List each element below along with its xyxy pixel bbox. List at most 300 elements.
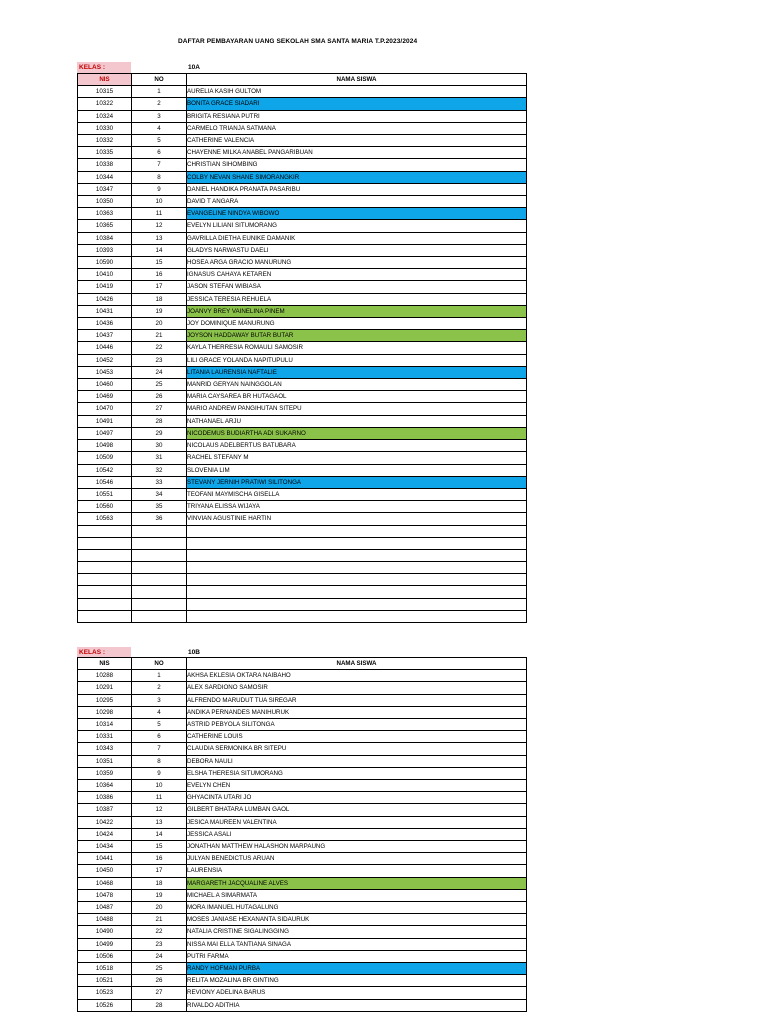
nis-cell: 10506 xyxy=(78,950,132,962)
no-cell: 18 xyxy=(132,877,187,889)
table-row xyxy=(78,232,527,244)
no-cell: 22 xyxy=(132,342,187,354)
no-cell: 30 xyxy=(132,440,187,452)
nis-cell: 10526 xyxy=(78,999,132,1011)
column-header-nama: NAMA SISWA xyxy=(187,74,527,86)
empty-cell xyxy=(187,562,527,574)
table-row xyxy=(78,865,527,877)
table-row xyxy=(78,853,527,865)
table-row xyxy=(78,269,527,281)
nama-cell: JULYAN BENEDICTUS ARUAN xyxy=(187,853,527,865)
table-row xyxy=(78,440,527,452)
empty-cell xyxy=(187,549,527,561)
nama-cell: ALFRENDO MARUDUT TUA SIREGAR xyxy=(187,694,527,706)
nama-cell: BRIGITA RESIANA PUTRI xyxy=(187,110,527,122)
empty-cell xyxy=(78,586,132,598)
empty-cell xyxy=(132,525,187,537)
table-row xyxy=(78,354,527,366)
no-cell: 12 xyxy=(132,804,187,816)
nama-cell: NATALIA CRISTINE SIGALINGGING xyxy=(187,926,527,938)
nama-cell: ANDIKA PERNANDES MANIHURUK xyxy=(187,706,527,718)
table-row xyxy=(78,476,527,488)
empty-cell xyxy=(78,549,132,561)
nis-cell: 10470 xyxy=(78,403,132,415)
no-cell: 16 xyxy=(132,853,187,865)
table-row xyxy=(78,464,527,476)
nis-cell: 10478 xyxy=(78,889,132,901)
column-header-nama: NAMA SISWA xyxy=(187,658,527,670)
nama-cell: MARIO ANDREW PANGIHUTAN SITEPU xyxy=(187,403,527,415)
empty-cell xyxy=(187,586,527,598)
document-title: DAFTAR PEMBAYARAN UANG SEKOLAH SMA SANTA MARIA T.P.2023/2024 xyxy=(178,38,418,45)
nis-cell: 10542 xyxy=(78,464,132,476)
nama-cell: LILI GRACE YOLANDA NAPITUPULU xyxy=(187,354,527,366)
no-cell: 9 xyxy=(132,183,187,195)
nis-cell: 10338 xyxy=(78,159,132,171)
table-header-row xyxy=(78,74,527,86)
empty-cell xyxy=(187,525,527,537)
no-cell: 21 xyxy=(132,914,187,926)
table-row xyxy=(78,877,527,889)
table-row xyxy=(78,330,527,342)
empty-cell xyxy=(132,574,187,586)
nis-cell: 10288 xyxy=(78,670,132,682)
no-cell: 1 xyxy=(132,670,187,682)
nis-cell: 10469 xyxy=(78,391,132,403)
kelas-label: KELAS : xyxy=(77,647,131,658)
nama-cell: JOYSON HADDAWAY BUTAR BUTAR xyxy=(187,330,527,342)
no-cell: 36 xyxy=(132,513,187,525)
no-cell: 2 xyxy=(132,682,187,694)
table-row xyxy=(78,719,527,731)
nis-cell: 10410 xyxy=(78,269,132,281)
no-cell: 5 xyxy=(132,135,187,147)
table-row xyxy=(78,488,527,500)
table-row xyxy=(78,305,527,317)
nama-cell: JASON STEFAN WIBIASA xyxy=(187,281,527,293)
nama-cell: STEVANY JERNIH PRATIWI SILITONGA xyxy=(187,476,527,488)
empty-cell xyxy=(187,610,527,622)
table-row xyxy=(78,135,527,147)
no-cell: 14 xyxy=(132,828,187,840)
no-cell: 7 xyxy=(132,743,187,755)
table-row xyxy=(78,86,527,98)
nama-cell: REVIONY ADELINA BARUS xyxy=(187,987,527,999)
nama-cell: CATHERINE VALENCIA xyxy=(187,135,527,147)
table-row xyxy=(78,780,527,792)
table-row xyxy=(78,841,527,853)
nis-cell: 10386 xyxy=(78,792,132,804)
table-row xyxy=(78,183,527,195)
column-header-no: NO xyxy=(132,74,187,86)
no-cell: 10 xyxy=(132,196,187,208)
table-row xyxy=(78,208,527,220)
nama-cell: RIVALDO ADITHIA xyxy=(187,999,527,1011)
table-row xyxy=(78,415,527,427)
table-row xyxy=(78,767,527,779)
kelas-value: 10A xyxy=(188,64,200,71)
table-row xyxy=(78,902,527,914)
kelas-label: KELAS : xyxy=(77,62,131,73)
no-cell: 25 xyxy=(132,963,187,975)
nis-cell: 10350 xyxy=(78,196,132,208)
nama-cell: SLOVENIA LIM xyxy=(187,464,527,476)
nis-cell: 10331 xyxy=(78,731,132,743)
no-cell: 29 xyxy=(132,427,187,439)
no-cell: 5 xyxy=(132,719,187,731)
no-cell: 13 xyxy=(132,232,187,244)
nis-cell: 10365 xyxy=(78,220,132,232)
table-row xyxy=(78,122,527,134)
table-row xyxy=(78,670,527,682)
nama-cell: IGNASUS CAHAYA KETAREN xyxy=(187,269,527,281)
table-row xyxy=(78,731,527,743)
nama-cell: GILBERT BHATARA LUMBAN GAOL xyxy=(187,804,527,816)
table-row xyxy=(78,987,527,999)
nis-cell: 10551 xyxy=(78,488,132,500)
table-row xyxy=(78,694,527,706)
no-cell: 8 xyxy=(132,171,187,183)
table-row xyxy=(78,926,527,938)
table-row xyxy=(78,950,527,962)
table-row xyxy=(78,963,527,975)
nama-cell: CHAYENNE MILKA ANABEL PANGARIBUAN xyxy=(187,147,527,159)
no-cell: 14 xyxy=(132,244,187,256)
no-cell: 20 xyxy=(132,902,187,914)
nis-cell: 10446 xyxy=(78,342,132,354)
nama-cell: MORA IMANUEL HUTAGALUNG xyxy=(187,902,527,914)
no-cell: 25 xyxy=(132,379,187,391)
nis-cell: 10347 xyxy=(78,183,132,195)
table-row xyxy=(78,513,527,525)
table-row xyxy=(78,682,527,694)
nis-cell: 10419 xyxy=(78,281,132,293)
no-cell: 33 xyxy=(132,476,187,488)
nis-cell: 10298 xyxy=(78,706,132,718)
nama-cell: RACHEL STEFANY M xyxy=(187,452,527,464)
nis-cell: 10450 xyxy=(78,865,132,877)
nama-cell: NICODEMUS BUDIARTHA ADI SUKARNO xyxy=(187,427,527,439)
nis-cell: 10497 xyxy=(78,427,132,439)
empty-cell xyxy=(132,610,187,622)
nis-cell: 10315 xyxy=(78,86,132,98)
empty-row xyxy=(78,610,527,622)
nama-cell: NATHANAEL ARJU xyxy=(187,415,527,427)
table-row xyxy=(78,171,527,183)
table-row xyxy=(78,452,527,464)
empty-cell xyxy=(132,549,187,561)
no-cell: 8 xyxy=(132,755,187,767)
nama-cell: TEOFANI MAYMISCHA GISELLA xyxy=(187,488,527,500)
empty-row xyxy=(78,537,527,549)
nama-cell: NICOLAUS ADELBERTUS BATUBARA xyxy=(187,440,527,452)
nama-cell: NISSA MAI ELLA TANTIANA SINAGA xyxy=(187,938,527,950)
empty-cell xyxy=(78,537,132,549)
nis-cell: 10436 xyxy=(78,318,132,330)
no-cell: 4 xyxy=(132,122,187,134)
nis-cell: 10560 xyxy=(78,501,132,513)
nama-cell: BONITA GRACE SIADARI xyxy=(187,98,527,110)
empty-cell xyxy=(132,537,187,549)
nama-cell: AURELIA KASIH GULTOM xyxy=(187,86,527,98)
table-row xyxy=(78,804,527,816)
table-row xyxy=(78,938,527,950)
nis-cell: 10518 xyxy=(78,963,132,975)
nama-cell: MANRID GERYAN NAINGGOLAN xyxy=(187,379,527,391)
table-row xyxy=(78,196,527,208)
no-cell: 22 xyxy=(132,926,187,938)
nis-cell: 10498 xyxy=(78,440,132,452)
nis-cell: 10546 xyxy=(78,476,132,488)
table-row xyxy=(78,501,527,513)
nama-cell: GAVRILLA DIETHA EUNIKE DAMANIK xyxy=(187,232,527,244)
table-row xyxy=(78,379,527,391)
nama-cell: DANIEL HANDIKA PRANATA PASARIBU xyxy=(187,183,527,195)
no-cell: 24 xyxy=(132,950,187,962)
nama-cell: LAURENSIA xyxy=(187,865,527,877)
table-row xyxy=(78,743,527,755)
student-table-10a xyxy=(77,73,527,623)
no-cell: 15 xyxy=(132,257,187,269)
nama-cell: GHYACINTA UTARI JO xyxy=(187,792,527,804)
table-row xyxy=(78,427,527,439)
nama-cell: MARGARETH JACQUALINE ALVES xyxy=(187,877,527,889)
nis-cell: 10422 xyxy=(78,816,132,828)
nis-cell: 10387 xyxy=(78,804,132,816)
nama-cell: EVANGELINE NINDYA WIBOWO xyxy=(187,208,527,220)
no-cell: 21 xyxy=(132,330,187,342)
column-header-nis: NIS xyxy=(78,74,132,86)
no-cell: 32 xyxy=(132,464,187,476)
no-cell: 7 xyxy=(132,159,187,171)
nama-cell: MARIA CAYSAREA BR HUTAGAOL xyxy=(187,391,527,403)
nama-cell: EVELYN LILIANI SITUMORANG xyxy=(187,220,527,232)
no-cell: 11 xyxy=(132,792,187,804)
table-row xyxy=(78,281,527,293)
nama-cell: AKHSA EKLESIA OKTARA NAIBAHO xyxy=(187,670,527,682)
nama-cell: JESICA MAUREEN VALENTINA xyxy=(187,816,527,828)
no-cell: 19 xyxy=(132,889,187,901)
no-cell: 17 xyxy=(132,865,187,877)
table-row xyxy=(78,257,527,269)
student-table-10b xyxy=(77,657,527,1012)
empty-cell xyxy=(132,562,187,574)
nama-cell: TRIYANA ELISSA WIJAYA xyxy=(187,501,527,513)
no-cell: 1 xyxy=(132,86,187,98)
table-row xyxy=(78,391,527,403)
no-cell: 35 xyxy=(132,501,187,513)
nis-cell: 10424 xyxy=(78,828,132,840)
nama-cell: JONATHAN MATTHEW HALASHON MARPAUNG xyxy=(187,841,527,853)
nama-cell: MICHAEL A SIMARMATA xyxy=(187,889,527,901)
empty-cell xyxy=(78,562,132,574)
nis-cell: 10521 xyxy=(78,975,132,987)
nama-cell: DAVID T ANGARA xyxy=(187,196,527,208)
no-cell: 9 xyxy=(132,767,187,779)
table-row xyxy=(78,293,527,305)
no-cell: 26 xyxy=(132,391,187,403)
no-cell: 15 xyxy=(132,841,187,853)
nis-cell: 10322 xyxy=(78,98,132,110)
nis-cell: 10332 xyxy=(78,135,132,147)
no-cell: 6 xyxy=(132,147,187,159)
nis-cell: 10363 xyxy=(78,208,132,220)
no-cell: 10 xyxy=(132,780,187,792)
nis-cell: 10431 xyxy=(78,305,132,317)
nis-cell: 10590 xyxy=(78,257,132,269)
nis-cell: 10364 xyxy=(78,780,132,792)
nama-cell: COLBY NEVAN SHANE SIMORANGKIR xyxy=(187,171,527,183)
empty-row xyxy=(78,549,527,561)
no-cell: 16 xyxy=(132,269,187,281)
nis-cell: 10509 xyxy=(78,452,132,464)
nama-cell: CHRISTIAN SIHOMBING xyxy=(187,159,527,171)
nama-cell: JESSICA TERESIA REHUELA xyxy=(187,293,527,305)
no-cell: 26 xyxy=(132,975,187,987)
empty-row xyxy=(78,598,527,610)
nis-cell: 10437 xyxy=(78,330,132,342)
table-row xyxy=(78,159,527,171)
no-cell: 18 xyxy=(132,293,187,305)
nama-cell: JESSICA ASALI xyxy=(187,828,527,840)
no-cell: 3 xyxy=(132,110,187,122)
empty-row xyxy=(78,586,527,598)
nis-cell: 10291 xyxy=(78,682,132,694)
nama-cell: VINVIAN AGUSTINIE HARTIN xyxy=(187,513,527,525)
nis-cell: 10314 xyxy=(78,719,132,731)
no-cell: 34 xyxy=(132,488,187,500)
nis-cell: 10468 xyxy=(78,877,132,889)
nis-cell: 10393 xyxy=(78,244,132,256)
nis-cell: 10453 xyxy=(78,366,132,378)
nis-cell: 10335 xyxy=(78,147,132,159)
nama-cell: ELSHA THERESIA SITUMORANG xyxy=(187,767,527,779)
nama-cell: EVELYN CHEN xyxy=(187,780,527,792)
table-row xyxy=(78,220,527,232)
empty-row xyxy=(78,574,527,586)
no-cell: 13 xyxy=(132,816,187,828)
table-row xyxy=(78,755,527,767)
no-cell: 27 xyxy=(132,403,187,415)
nis-cell: 10351 xyxy=(78,755,132,767)
nis-cell: 10499 xyxy=(78,938,132,950)
no-cell: 28 xyxy=(132,415,187,427)
empty-cell xyxy=(78,610,132,622)
table-row xyxy=(78,244,527,256)
table-header-row xyxy=(78,658,527,670)
table-row xyxy=(78,828,527,840)
column-header-no: NO xyxy=(132,658,187,670)
kelas-value: 10B xyxy=(188,649,200,656)
empty-cell xyxy=(187,537,527,549)
nis-cell: 10426 xyxy=(78,293,132,305)
nis-cell: 10490 xyxy=(78,926,132,938)
nama-cell: HOSEA ARGA GRACIO MANURUNG xyxy=(187,257,527,269)
nis-cell: 10344 xyxy=(78,171,132,183)
empty-cell xyxy=(132,598,187,610)
nama-cell: KAYLA THERRESIA ROMAULI SAMOSIR xyxy=(187,342,527,354)
nis-cell: 10330 xyxy=(78,122,132,134)
nama-cell: RANDY HOFMAN PURBA xyxy=(187,963,527,975)
column-header-nis: NIS xyxy=(78,658,132,670)
nis-cell: 10523 xyxy=(78,987,132,999)
nis-cell: 10343 xyxy=(78,743,132,755)
empty-row xyxy=(78,562,527,574)
nis-cell: 10460 xyxy=(78,379,132,391)
nis-cell: 10563 xyxy=(78,513,132,525)
table-row xyxy=(78,975,527,987)
nama-cell: JOY DOMINIQUE MANURUNG xyxy=(187,318,527,330)
no-cell: 3 xyxy=(132,694,187,706)
table-row xyxy=(78,98,527,110)
no-cell: 24 xyxy=(132,366,187,378)
nama-cell: CATHERINE LOUIS xyxy=(187,731,527,743)
nis-cell: 10491 xyxy=(78,415,132,427)
table-row xyxy=(78,889,527,901)
empty-row xyxy=(78,525,527,537)
table-row xyxy=(78,816,527,828)
nis-cell: 10384 xyxy=(78,232,132,244)
nama-cell: JOANVY BREY VAINELINA PINEM xyxy=(187,305,527,317)
empty-cell xyxy=(132,586,187,598)
no-cell: 23 xyxy=(132,938,187,950)
nis-cell: 10324 xyxy=(78,110,132,122)
table-row xyxy=(78,792,527,804)
empty-cell xyxy=(187,598,527,610)
no-cell: 17 xyxy=(132,281,187,293)
nis-cell: 10488 xyxy=(78,914,132,926)
no-cell: 31 xyxy=(132,452,187,464)
nama-cell: CARMELO TRIANJA SATMANA xyxy=(187,122,527,134)
empty-cell xyxy=(78,525,132,537)
table-row xyxy=(78,706,527,718)
no-cell: 6 xyxy=(132,731,187,743)
empty-cell xyxy=(187,574,527,586)
no-cell: 28 xyxy=(132,999,187,1011)
table-row xyxy=(78,342,527,354)
nama-cell: DEBORA NAULI xyxy=(187,755,527,767)
nis-cell: 10359 xyxy=(78,767,132,779)
nama-cell: ASTRID PEBYOLA SILITONGA xyxy=(187,719,527,731)
table-row xyxy=(78,147,527,159)
nama-cell: MOSES JANIASE HEXANANTA SIDAURUK xyxy=(187,914,527,926)
nis-cell: 10441 xyxy=(78,853,132,865)
table-row xyxy=(78,110,527,122)
nama-cell: ALEX SARDIONO SAMOSIR xyxy=(187,682,527,694)
no-cell: 2 xyxy=(132,98,187,110)
table-row xyxy=(78,999,527,1011)
nama-cell: RELITA MOZALINA BR GINTING xyxy=(187,975,527,987)
empty-cell xyxy=(78,598,132,610)
no-cell: 27 xyxy=(132,987,187,999)
table-row xyxy=(78,318,527,330)
no-cell: 19 xyxy=(132,305,187,317)
nama-cell: GLADYS NARWASTU DAELI xyxy=(187,244,527,256)
no-cell: 12 xyxy=(132,220,187,232)
nama-cell: LITANIA LAURENSIA NAFTALIE xyxy=(187,366,527,378)
table-row xyxy=(78,403,527,415)
no-cell: 4 xyxy=(132,706,187,718)
nis-cell: 10295 xyxy=(78,694,132,706)
nis-cell: 10452 xyxy=(78,354,132,366)
nis-cell: 10487 xyxy=(78,902,132,914)
no-cell: 23 xyxy=(132,354,187,366)
nis-cell: 10434 xyxy=(78,841,132,853)
nama-cell: PUTRI FARMA xyxy=(187,950,527,962)
empty-cell xyxy=(78,574,132,586)
no-cell: 11 xyxy=(132,208,187,220)
no-cell: 20 xyxy=(132,318,187,330)
